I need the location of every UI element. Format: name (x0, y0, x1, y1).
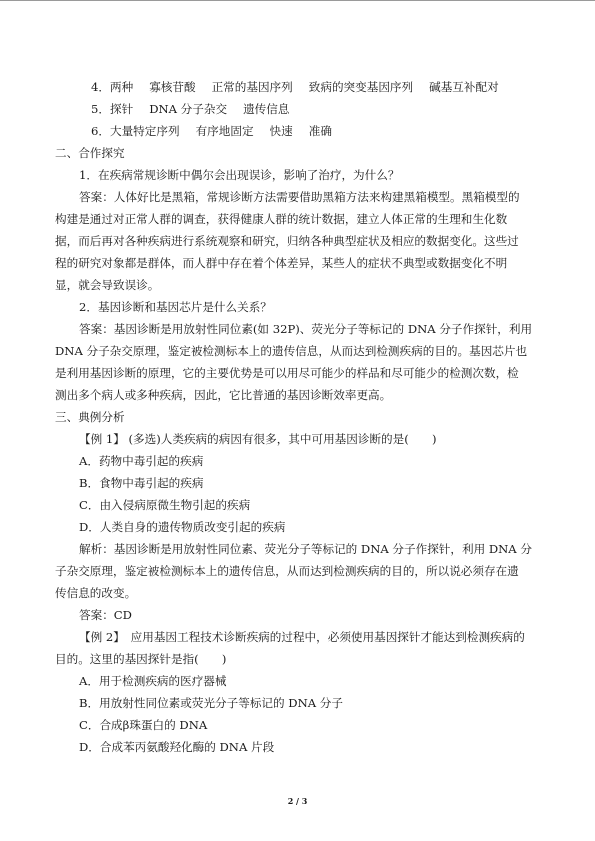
answer-1-line: 程的研究对象都是群体，而人群中存在着个体差异，某些人的症状不典型或数据变化不明 (55, 256, 508, 270)
answer-item-5: 5．探针 DNA 分子杂交 遗传信息 (91, 102, 290, 116)
question-2: 2．基因诊断和基因芯片是什么关系？ (79, 300, 272, 314)
example-2-option-b: B．用放射性同位素或荧光分子等标记的 DNA 分子 (79, 696, 343, 710)
answer-1-line: 显，就会导致误诊。 (55, 278, 160, 292)
answer-1-line: 构建是通过对正常人群的调查，获得健康人群的统计数据，建立人体正常的生理和生化数 (55, 212, 508, 226)
item-number: 4． (91, 80, 110, 94)
example-2-question-line: 目的。这里的基因探针是指( ) (55, 652, 227, 666)
example-1-analysis-line: 子杂交原理，鉴定被检测标本上的遗传信息，从而达到检测疾病的目的，所以说必须存在遗 (55, 564, 519, 578)
example-2-option-d: D．合成苯丙氨酸羟化酶的 DNA 片段 (79, 740, 275, 754)
answer-2-line: DNA 分子杂交原理，鉴定被检测标本上的遗传信息，从而达到检测疾病的目的。基因芯片也 (55, 344, 528, 358)
example-1-option-d: D．人类自身的遗传物质改变引起的疾病 (79, 520, 286, 534)
example-1-option-a: A．药物中毒引起的疾病 (79, 454, 204, 468)
answer-2-line: 答案：基因诊断是用放射性同位素(如 32P)、荧光分子等标记的 DNA 分子作探针，利用 (79, 322, 533, 336)
example-1-answer: 答案：CD (79, 608, 132, 622)
example-2-option-a: A．用于检测疾病的医疗器械 (79, 674, 227, 688)
example-2-option-c: C．合成β珠蛋白的 DNA (79, 718, 208, 732)
answer-item-6: 6．大量特定序列 有序地固定 快速 准确 (91, 124, 332, 138)
section-heading-2: 二、合作探究 (55, 146, 125, 160)
item-number: 5． (91, 102, 110, 116)
example-1-option-c: C．由入侵病原微生物引起的疾病 (79, 498, 251, 512)
page-number: 2 / 3 (287, 796, 308, 806)
example-1-analysis-line: 传信息的改变。 (55, 586, 137, 600)
example-1-question: 【例 1】 (多选)人类疾病的病因有很多，其中可用基因诊断的是( ) (79, 432, 437, 446)
answer-1-line: 据，而后再对各种疾病进行系统观察和研究，归纳各种典型症状及相应的数据变化。这些过 (55, 234, 519, 248)
example-2-question-line: 【例 2】 应用基因工程技术诊断疾病的过程中，必须使用基因探针才能达到检测疾病的 (79, 630, 525, 644)
answer-item-4: 4．两种 寡核苷酸 正常的基因序列 致病的突变基因序列 碱基互补配对 (91, 80, 499, 94)
answer-1-line: 答案：人体好比是黑箱，常规诊断方法需要借助黑箱方法来构建黑箱模型。黑箱模型的 (79, 190, 520, 204)
header-rule (0, 0, 595, 1)
item-number: 6． (91, 124, 110, 138)
answer-2-line: 测出多个病人或多种疾病，因此，它比普通的基因诊断效率更高。 (55, 388, 392, 402)
answer-2-line: 是利用基因诊断的原理，它的主要优势是可以用尽可能少的样品和尽可能少的检测次数，检 (55, 366, 519, 380)
question-1: 1．在疾病常规诊断中偶尔会出现误诊，影响了治疗，为什么？ (79, 168, 400, 182)
section-heading-3: 三、典例分析 (55, 410, 125, 424)
document-body (55, 76, 545, 758)
example-1-analysis-line: 解析：基因诊断是用放射性同位素、荧光分子等标记的 DNA 分子作探针，利用 DNA 分 (79, 542, 532, 556)
example-1-option-b: B．食物中毒引起的疾病 (79, 476, 204, 490)
